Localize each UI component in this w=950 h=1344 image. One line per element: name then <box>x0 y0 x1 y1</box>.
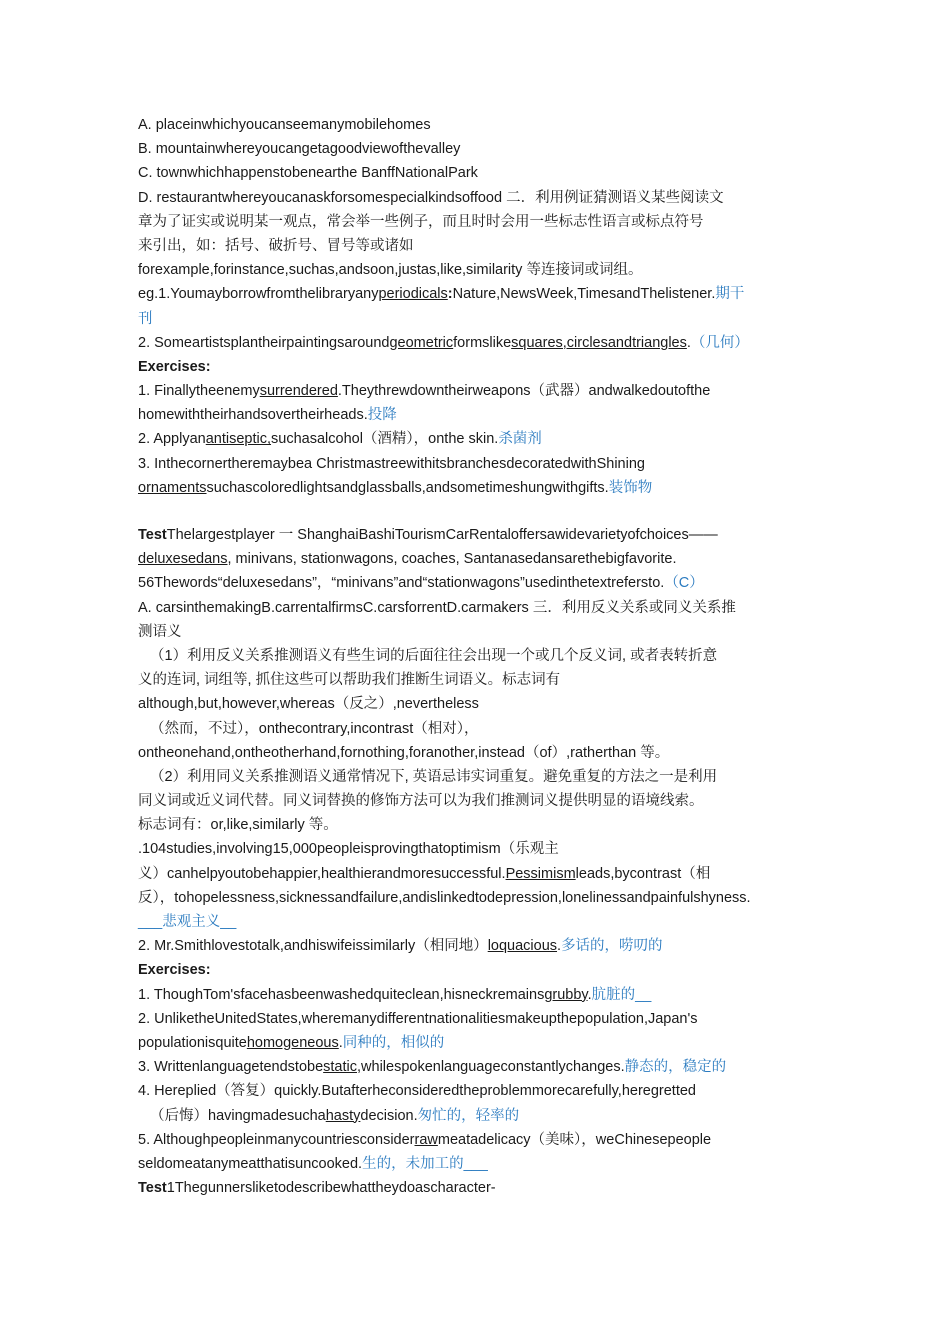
text-run: 章为了证实或说明某一观点，常会举一些例子，而且时时会用一些标志性语言或标点符号 <box>138 213 704 230</box>
text-line <box>138 403 814 427</box>
text-run: . <box>338 1034 343 1051</box>
text-run: D. restaurantwhereyoucanaskforsomespecialkindsoffood 二．利用例证猜测语义某些阅读文 <box>138 189 724 206</box>
text-line <box>138 692 814 716</box>
paragraph-gap <box>138 500 814 523</box>
text-line <box>138 137 814 161</box>
text-run: 2. Someartistsplantheirpaintingsaround <box>138 334 390 351</box>
text-line <box>138 958 814 982</box>
text-line <box>138 452 814 476</box>
text-run: whilespokenlanguageconstantlychanges. <box>361 1059 625 1076</box>
text-run: 3. Inthecornertheremaybea ChristmastreewithitsbranchesdecoratedwithShining <box>138 455 645 472</box>
text-line <box>138 1079 814 1103</box>
text-run: 2. UnliketheUnitedStates,wheremanydifferentnationalitiesmakeupthepopulation,Japan's <box>138 1010 698 1027</box>
text-run: forexample,forinstance,suchas,andsoon,justas,like,similarity 等连接词或词组。 <box>138 262 643 279</box>
bold-label: Test <box>138 1180 167 1197</box>
answer-text: 刊 <box>138 310 153 327</box>
indented-text: （1）利用反义关系推测语义有些生词的后面往往会出现一个或几个反义词, 或者表转折意 <box>150 647 718 664</box>
underlined-word: grubby <box>544 986 588 1003</box>
text-run: 反），tohopelessness,sicknessandfailure,andislinkedtodepression,lonelinessandpainfulshyness. <box>138 889 751 906</box>
answer-text: （几何） <box>690 334 749 351</box>
underlined-word: deluxesedans <box>138 551 228 568</box>
text-line <box>138 523 814 547</box>
text-run: . <box>557 938 562 955</box>
text-line <box>138 1055 814 1079</box>
document-body <box>138 113 814 1200</box>
text-run: 2. Mr.Smithlovestotalk,andhiswifeissimilarly（相同地） <box>138 938 488 955</box>
text-run: 义）canhelpyoutobehappier,healthierandmoresuccessful. <box>138 865 506 882</box>
indented-text: （然而，不过），onthecontrary,incontrast（相对）， <box>150 720 479 737</box>
text-run: decision. <box>360 1107 418 1124</box>
underlined-word: hasty <box>325 1107 361 1124</box>
text-line <box>138 427 814 451</box>
text-line <box>138 934 814 958</box>
underlined-word: geometric <box>389 334 454 351</box>
text-run: , minivans, stationwagons, coaches, Santanasedansarethebigfavorite. <box>227 551 677 568</box>
underlined-word: loquacious <box>487 938 558 955</box>
text-line <box>138 113 814 137</box>
text-line <box>138 1007 814 1031</box>
text-run: 来引出，如：括号、破折号、冒号等或诸如 <box>138 237 414 254</box>
text-run: populationisquite <box>138 1034 247 1051</box>
text-run: meatadelicacy（美味），weChinesepeople <box>437 1131 712 1148</box>
text-run: Nature,NewsWeek,TimesandThelistener. <box>452 286 716 303</box>
text-run: B. mountainwhereyoucangetagoodviewofthevalley <box>138 141 461 158</box>
text-line <box>138 765 814 789</box>
text-line <box>138 837 814 861</box>
text-run: 义的连词, 词组等, 抓住这些可以帮助我们推断生词语义。标志词有 <box>138 672 561 689</box>
text-run: 1Thegunnersliketodescribewhattheydoascharacter- <box>166 1180 496 1197</box>
text-line <box>138 1176 814 1200</box>
text-run: 标志词有：or,like,similarly 等。 <box>138 817 338 834</box>
text-run: ontheonehand,ontheotherhand,fornothing,foranother,instead（of）,ratherthan 等。 <box>138 744 670 761</box>
text-line <box>138 910 814 934</box>
text-line <box>138 862 814 886</box>
text-run: A. carsinthemakingB.carrentalfirmsC.carsforrentD.carmakers 三．利用反义关系或同义关系推 <box>138 599 736 616</box>
answer-text: 装饰物 <box>608 479 653 496</box>
answer-text: 同种的，相似的 <box>342 1034 445 1051</box>
text-run: .Theythrewdowntheirweapons（武器）andwalkedoutofthe <box>337 383 711 400</box>
text-line <box>138 596 814 620</box>
text-run: 同义词或近义词代替。同义词替换的修饰方法可以为我们推测词义提供明显的语境线索。 <box>138 793 704 810</box>
answer-text: 匆忙的，轻率的 <box>417 1107 520 1124</box>
text-run: 1. Finallytheenemy <box>138 383 260 400</box>
text-run: 5. Althoughpeopleinmanycountriesconsider <box>138 1131 415 1148</box>
underlined-word: antiseptic, <box>205 431 272 448</box>
text-line <box>138 668 814 692</box>
underlined-word: surrendered <box>259 383 338 400</box>
text-run: eg.1.Youmayborrowfromthelibraryany <box>138 286 379 303</box>
text-run: although,but,however,whereas（反之）,nevertheless <box>138 696 479 713</box>
text-run: . <box>587 986 592 1003</box>
text-line <box>138 547 814 571</box>
text-line <box>138 1128 814 1152</box>
text-run: 56Thewords“deluxesedans”，“minivans”and“stationwagons”usedinthetextrefersto. <box>138 575 665 592</box>
text-line <box>138 789 814 813</box>
text-run: Thelargestplayer 一 ShanghaiBashiTourismCarRentaloffersawidevarietyofchoices—— <box>166 527 718 543</box>
text-run: C. townwhichhappenstobenearthe BanffNationalPark <box>138 165 478 182</box>
bold-label: : <box>447 286 453 303</box>
text-line <box>138 717 814 741</box>
underlined-word: squares,circlesandtriangles <box>511 334 687 351</box>
answer-text: 多话的，唠叨的 <box>561 938 663 955</box>
text-line <box>138 379 814 403</box>
text-run: formslike <box>453 334 512 351</box>
text-line <box>138 983 814 1007</box>
text-run: 4. Hereplied（答复）quickly.Butafterheconsideredtheproblemmorecarefully,heregretted <box>138 1083 696 1100</box>
answer-text: （C） <box>664 575 704 592</box>
underlined-word: homogeneous <box>246 1034 339 1051</box>
text-line <box>138 813 814 837</box>
underlined-word: ornaments <box>138 479 207 496</box>
answer-text: 肮脏的__ <box>591 986 652 1003</box>
text-line <box>138 307 814 331</box>
text-run: leads,bycontrast（相 <box>575 865 711 882</box>
text-line <box>138 234 814 258</box>
text-line <box>138 1104 814 1128</box>
bold-label: Test <box>138 527 167 543</box>
text-run: A. placeinwhichyoucanseemanymobilehomes <box>138 117 431 133</box>
text-line <box>138 476 814 500</box>
text-line <box>138 282 814 306</box>
text-run: . <box>686 334 691 351</box>
answer-text: ___悲观主义__ <box>138 914 237 930</box>
answer-text: 期干 <box>715 286 745 303</box>
bold-label: Exercises: <box>138 962 211 979</box>
text-run: suchascoloredlightsandglassballs,andsometimeshungwithgifts. <box>206 479 609 496</box>
text-run: 1. ThoughTom'sfacehasbeenwashedquiteclean,hisneckremains <box>138 986 545 1003</box>
text-line <box>138 186 814 210</box>
text-line <box>138 644 814 668</box>
text-line <box>138 258 814 282</box>
underlined-word: periodicals <box>378 286 448 303</box>
indented-text: （后悔）havingmadesucha <box>150 1107 326 1124</box>
answer-text: 投降 <box>367 407 397 424</box>
text-run: seldomeatanymeatthatisuncooked. <box>138 1155 363 1172</box>
bold-label: Exercises: <box>138 358 211 375</box>
text-line <box>138 571 814 595</box>
text-run: 测语义 <box>138 623 182 640</box>
text-run: 3. Writtenlanguagetendstobe <box>138 1059 324 1076</box>
answer-text: 杀菌剂 <box>498 431 542 448</box>
underlined-word: raw <box>414 1131 438 1148</box>
text-line <box>138 741 814 765</box>
answer-text: 生的，未加工的___ <box>362 1155 488 1172</box>
text-line <box>138 1031 814 1055</box>
text-line <box>138 355 814 379</box>
underlined-word: Pessimism <box>505 865 576 882</box>
indented-text: （2）利用同义关系推测语义通常情况下, 英语忌讳实词重复。避免重复的方法之一是利用 <box>150 768 718 785</box>
answer-text: 静态的，稳定的 <box>624 1059 727 1076</box>
text-line <box>138 886 814 910</box>
text-line <box>138 620 814 644</box>
text-run: suchasalcohol（酒精），onthe skin. <box>271 431 499 448</box>
text-run: homewiththeirhandsovertheirheads. <box>138 407 368 424</box>
text-run: 2. Applyan <box>138 431 206 448</box>
text-line <box>138 1152 814 1176</box>
text-run: .104studies,involving15,000peopleisprovingthatoptimism（乐观主 <box>138 841 559 858</box>
text-line <box>138 210 814 234</box>
text-line <box>138 331 814 355</box>
text-line <box>138 161 814 185</box>
underlined-word: static, <box>323 1059 362 1076</box>
